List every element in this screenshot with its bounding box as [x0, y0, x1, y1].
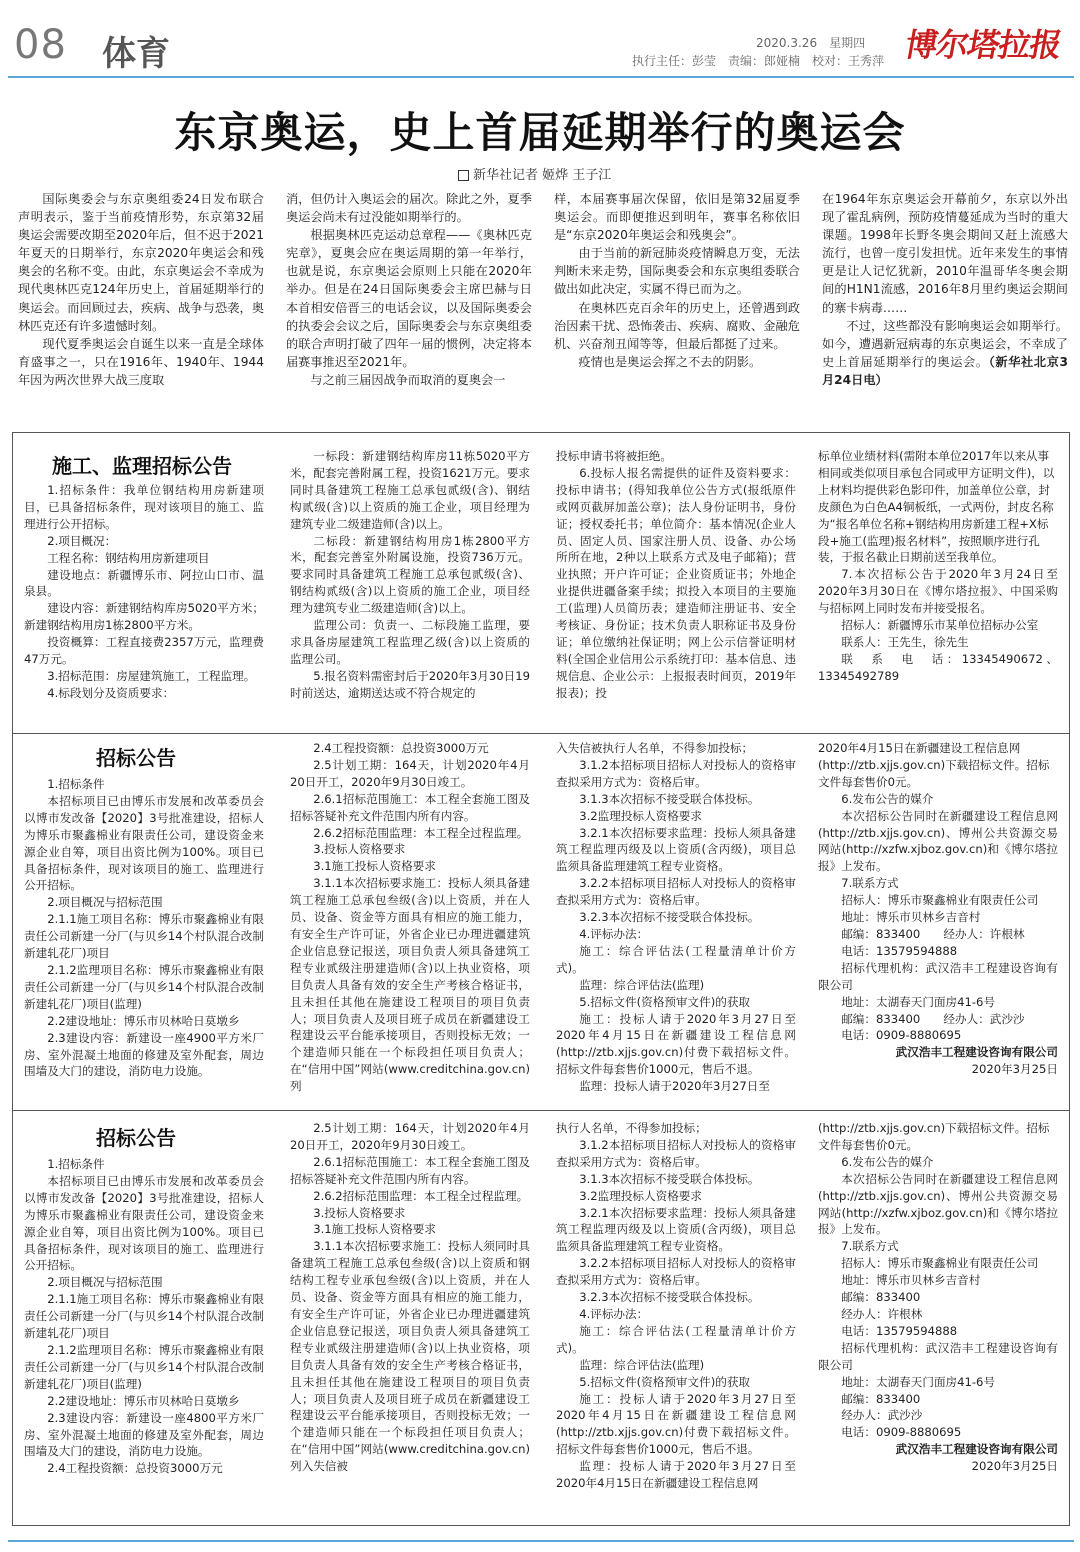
ad-paragraph: 1.招标条件	[47, 1157, 105, 1171]
ad3-column-2	[290, 1120, 530, 1518]
ad-paragraph: 电话：13579594888	[841, 943, 958, 958]
article-column-3	[554, 190, 800, 420]
ad-paragraph: 3.2监理投标人资格要求	[579, 1188, 702, 1203]
ad-paragraph: 3.1施工投标人资格要求	[313, 1222, 436, 1237]
ad-paragraph: 执行人名单，不得参加投标；	[556, 1121, 707, 1135]
ad-paragraph: 2.6.2招标范围监理：本工程全过程监理。	[313, 825, 529, 840]
page-number: 08	[14, 22, 67, 68]
ad-paragraph: 2.1.2监理项目名称：博乐市聚鑫棉业有限责任公司新建一分厂(与贝乡14个村队混合改制新建轧花厂)项目(监理)	[24, 1342, 264, 1391]
paragraph: 根据奥林匹克运动总章程——《奥林匹克宪章》，夏奥会应在奥运周期的第一年举行，也就是说，东京奥运会原则上只能在2020年举办。但是在24日国际奥委会主席巴赫与日本首相安倍晋三的电话会议，以及国际奥委会的执委会会议之后，国际奥委会与东京奥组委的联合声明打破了四年一届的惯例，决定将本届赛事推迟至2021年。	[286, 228, 532, 369]
ad-paragraph: 2.3建设内容：新建设一座4900平方米厂房、室外混凝土地面的修建及室外配套，周边围墙及大门的建设，消防电力设施。	[24, 1030, 264, 1079]
ad-paragraph: 邮编：833400	[841, 1290, 921, 1305]
ad-paragraph: 2.1.2监理项目名称：博乐市聚鑫棉业有限责任公司新建一分厂(与贝乡14个村队混合改制新建轧花厂)项目(监理)	[24, 962, 264, 1011]
ad-paragraph: 监理：投标人请于2020年3月27日至2020年4月15日在新疆建设工程信息网	[556, 1459, 796, 1491]
ad-sign-date: 2020年3月25日	[971, 1062, 1058, 1077]
ad-paragraph: 招标人：博乐市聚鑫棉业有限责任公司	[841, 1256, 1039, 1271]
footer-rule	[8, 1540, 1074, 1542]
ad1-column-4	[818, 448, 1058, 728]
ad-paragraph: 地址：太湖春天门面房41-6号	[841, 994, 996, 1009]
ad-paragraph: 4.标段划分及资质要求：	[47, 685, 175, 700]
paragraph	[822, 317, 1068, 389]
ad-paragraph: 施工：投标人请于2020年3月27日至2020年4月15日在新疆建设工程信息网(http://ztb.xjjs.gov.cn)付费下载招标文件。招标文件每套售价1000元，售后不退。	[556, 1011, 796, 1077]
ad-paragraph: 本次招标公告同时在新疆建设工程信息网(http://ztb.xjjs.gov.cn)、博州公共资源交易网站(http://xzfw.xjboz.gov.cn)和《博尔塔拉报》上发布。	[818, 808, 1058, 874]
paragraph: 国际奥委会与东京奥组委24日发布联合声明表示，鉴于当前疫情形势，东京第32届奥运会需要改期至2020年后，但不迟于2021年夏天的日期举行，东京2020年奥运会和残奥会的名称不变。由此，东京奥运会不幸成为现代奥林匹克124年历史上，首届延期举行的奥运会。而回顾过去，疾病、战争与恐袭，奥林匹克还有许多遗憾时刻。	[18, 192, 264, 333]
ad-paragraph: 监理：综合评估法(监理)	[579, 1357, 705, 1372]
ad1-column-3	[556, 448, 796, 728]
ad-title: 招标公告	[96, 746, 176, 770]
ad-paragraph: 本招标项目已由博乐市发展和改革委员会以博市发改备【2020】3号批准建设，招标人为博乐市聚鑫棉业有限责任公司，建设资金来源企业自筹，项目出资比例为100%。项目已具备招标条件，现对该项目的施工、监理进行公开招标。	[24, 793, 264, 893]
ad-paragraph: 电话：13579594888	[841, 1323, 958, 1338]
ad-paragraph: 监理：综合评估法(监理)	[579, 977, 705, 992]
header-rule	[8, 76, 1074, 78]
ad-paragraph: 2.2建设地址：博乐市贝林哈日莫墩乡	[47, 1013, 240, 1028]
ad-paragraph: 标单位业绩材料(需附本单位2017年以来从事相同或类似项目承包合同或甲方证明文件)，以上材料均提供彩色影印件，加盖单位公章，封皮颜色为白色A4铜板纸，一式两份，封皮名称为“报名单位名称+钢结构用房新建工程+X标段+施工(监理)报名材料”，按照顺序进行孔装，于报名截止日期前送至我单位。	[818, 449, 1055, 565]
ad-paragraph: 本次招标公告同时在新疆建设工程信息网(http://ztb.xjjs.gov.cn)、博州公共资源交易网站(http://xzfw.xjboz.gov.cn)和《博尔塔拉报》上发布。	[818, 1171, 1058, 1237]
ad-paragraph: 2.1.1施工项目名称：博乐市聚鑫棉业有限责任公司新建一分厂(与贝乡14个村队混合改制新建轧花厂)项目	[24, 1292, 264, 1341]
ad-paragraph: 3.2监理投标人资格要求	[579, 808, 702, 823]
ad-paragraph: 本招标项目已由博乐市发展和改革委员会以博市发改备【2020】3号批准建设，招标人为博乐市聚鑫棉业有限责任公司，建设资金来源企业自筹，项目出资比例为100%。项目已具备招标条件，现对该项目的施工、监理进行公开招标。	[24, 1173, 264, 1273]
ad-paragraph: 3.2.2本招标项目招标人对投标人的资格审查拟采用方式为：资格后审。	[556, 876, 796, 908]
ad-paragraph: 2.项目概况：	[47, 533, 117, 548]
ad1-column-2	[290, 448, 530, 728]
ad-paragraph: 3.1.2本招标项目招标人对投标人的资格审查拟采用方式为：资格后审。	[556, 1137, 796, 1169]
ad-paragraph: 工程名称：钢结构用房新建项目	[47, 550, 210, 565]
ad-paragraph: 建设地点：新疆博乐市、阿拉山口市、温泉县。	[24, 567, 264, 599]
ad-paragraph: 3.1施工投标人资格要求	[313, 859, 436, 874]
ad-paragraph: 投资概算：工程直接费2357万元，监理费47万元。	[24, 635, 264, 667]
ad-paragraph: 经办人：许根林	[841, 1306, 923, 1321]
ad-divider	[12, 1110, 1070, 1111]
ad3-column-4	[818, 1120, 1058, 1518]
paragraph: 样，本届赛事届次保留，依旧是第32届夏季奥运会。而即便推迟到明年，赛事名称依旧是“东京2020年奥运会和残奥会”。	[554, 192, 800, 243]
ad-paragraph: 邮编：833400 经办人：许根林	[841, 926, 1025, 941]
ad-sign-date: 2020年3月25日	[971, 1459, 1058, 1474]
article-byline	[458, 164, 611, 183]
ad-paragraph: 2.6.1招标范围施工：本工程全套施工图及招标答疑补充文件范围内所有内容。	[290, 791, 530, 823]
ad-paragraph: (http://ztb.xjjs.gov.cn)下载招标文件。招标文件每套售价0元。	[818, 1121, 1050, 1152]
ad2-column-3	[556, 740, 796, 1104]
ad-paragraph: 招标代理机构：武汉浩丰工程建设咨询有限公司	[818, 1340, 1058, 1372]
ad-paragraph: 5.招标文件(资格预审文件)的获取	[579, 1374, 751, 1389]
ad-paragraph: 3.招标范围：房屋建筑施工，工程监理。	[47, 668, 256, 683]
dateline: （新华社北京3月24日电）	[822, 354, 1068, 387]
ad-paragraph: 5.招标文件(资格预审文件)的获取	[579, 994, 751, 1009]
ad-paragraph: 3.1.1本次招标要求施工：投标人须具备建筑工程施工总承包叁级(含)以上资质，并在人员、设备、资金等方面具有相应的施工能力，有安全生产许可证，外省企业已办理进疆建筑企业信息登记报送，项目负责人须具备建筑工程专业贰级注册建造师(含)以上执业资格，项目负责人具备有效的安全生产考核合格证书，且未担任其他在施建设工程项目的项目负责人；项目负责人及项目班子成员在新疆建设工程建设云平台能承接项目，否则投标无效；一个建造师只能在一个标段担任项目负责人；在“信用中国”网站(www.creditchina.gov.cn)列	[290, 876, 530, 1094]
ad-paragraph: 邮编：833400 经办人：武沙沙	[841, 1011, 1025, 1026]
ad2-column-2	[290, 740, 530, 1104]
ad-paragraph: 1.招标条件	[47, 777, 105, 791]
ad-paragraph: 招标人：新疆博乐市某单位招标办公室	[841, 618, 1039, 633]
ad-paragraph: 2.5计划工期：164天，计划2020年4月20日开工，2020年9月30日竣工。	[290, 1121, 530, 1152]
ad-paragraph: 电话：0909-8880695	[841, 1425, 962, 1440]
ad-paragraph: 2.5计划工期：164天，计划2020年4月20日开工，2020年9月30日竣工。	[290, 757, 530, 789]
ad-paragraph: 施工：综合评估法(工程量清单计价方式)。	[556, 1323, 796, 1355]
ad-paragraph: 招标代理机构：武汉浩丰工程建设咨询有限公司	[818, 960, 1058, 992]
article-column-2	[286, 190, 532, 420]
ad-paragraph: 2.项目概况与招标范围	[47, 895, 163, 910]
ad-title: 招标公告	[96, 1126, 176, 1150]
paragraph: 疫情也是奥运会挥之不去的阴影。	[578, 354, 762, 369]
ad-paragraph: 3.2.1本次招标要求监理：投标人须具备建筑工程监理丙级及以上资质(含丙级)，项目总监须具备监理建筑工程专业资格。	[556, 825, 796, 874]
ad-paragraph: 6.发布公告的媒介	[841, 791, 934, 806]
paragraph: 由于当前的新冠肺炎疫情瞬息万变，无法判断未来走势，国际奥委会和东京奥组委联合做出如此决定，实属不得已而为之。	[554, 246, 800, 297]
ad-paragraph: 电话：0909-8880695	[841, 1028, 962, 1043]
ad-paragraph: 2.4工程投资额：总投资3000万元	[47, 1461, 223, 1476]
ad-paragraph: 2.2建设地址：博乐市贝林哈日莫墩乡	[47, 1393, 240, 1408]
byline-text: 新华社记者 姬烨 王子江	[473, 168, 612, 183]
ad3-column-3	[556, 1120, 796, 1518]
article-headline: 东京奥运，史上首届延期举行的奥运会	[174, 108, 906, 157]
ad-paragraph: 7.联系方式	[841, 1239, 899, 1254]
paragraph: 现代夏季奥运会自诞生以来一直是全球体育盛事之一，只在1916年、1940年、1944年因为两次世界大战三度取	[18, 336, 264, 387]
ad-paragraph: 地址：博乐市贝林乡吉音村	[841, 910, 981, 925]
ad-paragraph: 投标申请书将被拒绝。	[556, 449, 672, 463]
paragraph: 消，但仍计入奥运会的届次。除此之外，夏季奥运会尚未有过没能如期举行的。	[286, 192, 532, 225]
ad-paragraph: 3.1.3本次招标不接受联合体投标。	[579, 1171, 760, 1186]
ad2-column-1	[24, 776, 264, 1104]
ad2-column-4	[818, 740, 1058, 1104]
ad-title: 施工、监理招标公告	[52, 454, 232, 478]
article-column-4	[822, 190, 1068, 420]
ad-paragraph: 2.6.1招标范围施工：本工程全套施工图及招标答疑补充文件范围内所有内容。	[290, 1154, 530, 1186]
ad-paragraph: 施工：综合评估法(工程量清单计价方式)。	[556, 943, 796, 975]
ad-paragraph: 2.1.1施工项目名称：博乐市聚鑫棉业有限责任公司新建一分厂(与贝乡14个村队混合改制新建轧花厂)项目	[24, 912, 264, 961]
ad1-column-1	[24, 482, 264, 728]
section-name: 体育	[102, 34, 170, 74]
ad-paragraph: 5.报名资料需密封后于2020年3月30日19时前送达，逾期送达或不符合规定的	[290, 668, 530, 700]
paragraph: 与之前三届因战争而取消的夏奥会一	[310, 372, 506, 387]
editor-credits: 执行主任：彭莹 责编：郎娅楠 校对：王秀萍	[632, 54, 885, 68]
article-column-1	[18, 190, 264, 420]
ad-signer: 武汉浩丰工程建设咨询有限公司	[895, 1442, 1058, 1457]
ad-paragraph: 6.投标人报名需提供的证件及资料要求：投标申请书；(得知我单位公告方式(报纸原件或网页截屏加盖公章)；法人身份证明书，身份证；授权委托书；单位简介：基本情况(企业人员、固定人员、国家注册人员、设备、办公场所所在地，2种以上联系方式及电子邮箱)；营业执照；开户许可证；企业资质证书；外地企业提供进疆备案手续；拟投入本项目的主要施工(监理)人员简历表；建造师注册证书、安全考核证、身份证；技术负责人职称证书及身份证；单位缴纳社保证明；网上公示信誉证明材料(全国企业信用公示系统打印：基本信息、违规信息、企业公示：上报报表时间页，2019年报表)；投	[556, 465, 796, 700]
paragraph: 在奥林匹克百余年的历史上，还曾遇到政治因素干扰、恐怖袭击、疾病、腐败、金融危机、兴奋剂丑闻等等，但最后都挺了过来。	[554, 300, 800, 351]
ad-paragraph: 7.联系方式	[841, 876, 899, 891]
ad-paragraph: 3.2.3本次招标不接受联合体投标。	[579, 910, 760, 925]
ad-paragraph: 监理：投标人请于2020年3月27日至	[579, 1079, 770, 1094]
ad-paragraph: 3.1.3本次招标不接受联合体投标。	[579, 791, 760, 806]
paragraph: 在1964年东京奥运会开幕前夕，东京以外出现了霍乱病例，预防疫情蔓延成为当时的重大课题。1998年长野冬奥会期间又赶上流感大流行，也曾一度引发担忧。近年来发生的事情更是让人记忆犹新，2010年温哥华冬奥会期间的H1N1流感，2016年8月里约奥运会期间的寨卡病毒……	[822, 192, 1068, 315]
paragraph-text: 不过，这些都没有影响奥运会如期举行。如今，遭遇新冠病毒的东京奥运会，不幸成了史上首届延期举行的奥运会。	[822, 318, 1068, 369]
ad3-column-1	[24, 1156, 264, 1506]
page-header	[0, 0, 1080, 78]
ad-paragraph: 邮编：833400	[841, 1391, 921, 1406]
ad-paragraph: 联系人：王先生，徐先生	[841, 634, 969, 649]
newspaper-logo: 博尔塔拉报	[902, 26, 1065, 64]
ad-paragraph: 地址：太湖春天门面房41-6号	[841, 1374, 996, 1389]
ad-paragraph: 监理公司：负责一、二标段施工监理，要求具备房屋建筑工程监理乙级(含)以上资质的监理公司。	[290, 618, 530, 666]
ad-paragraph: 1.招标条件：我单位钢结构用房新建项目，已具备招标条件，现对该项目的施工、监理进行公开招标。	[24, 483, 264, 531]
ad-paragraph: 4.评标办法：	[579, 926, 649, 941]
ad-paragraph: 3.2.1本次招标要求监理：投标人须具备建筑工程监理丙级及以上资质(含丙级)，项目总监须具备监理建筑工程专业资格。	[556, 1205, 796, 1254]
ad-paragraph: 2.3建设内容：新建设一座4800平方米厂房、室外混凝土地面的修建及室外配套，周边围墙及大门的建设，消防电力设施。	[24, 1410, 264, 1459]
ad-paragraph: 经办人：武沙沙	[841, 1408, 923, 1423]
ad-paragraph: 建设内容：新建钢结构库房5020平方米；新建钢结构用房1栋2800平方米。	[24, 601, 264, 633]
ad-paragraph: 3.2.2本招标项目招标人对投标人的资格审查拟采用方式为：资格后审。	[556, 1256, 796, 1288]
ad-paragraph: 3.2.3本次招标不接受联合体投标。	[579, 1290, 760, 1305]
ad-paragraph: 2.4工程投资额：总投资3000万元	[313, 741, 489, 755]
ad-paragraph: 2020年4月15日在新疆建设工程信息网(http://ztb.xjjs.gov.cn)下载招标文件。招标文件每套售价0元。	[818, 741, 1050, 789]
ad-paragraph: 入失信被执行人名单，不得参加投标；	[556, 741, 754, 755]
ad-paragraph: 6.发布公告的媒介	[841, 1154, 934, 1169]
ad-paragraph: 7.本次招标公告于2020年3月24日至2020年3月30日在《博尔塔拉报》、中国采购与招标网上同时发布并接受报名。	[818, 567, 1058, 616]
ad-paragraph: 3.投标人资格要求	[313, 842, 406, 857]
ad-paragraph: 招标人：博乐市聚鑫棉业有限责任公司	[841, 893, 1039, 908]
issue-date: 2020.3.26 星期四	[756, 36, 866, 50]
ad-signer: 武汉浩丰工程建设咨询有限公司	[895, 1045, 1058, 1060]
ad-paragraph: 3.1.2本招标项目招标人对投标人的资格审查拟采用方式为：资格后审。	[556, 757, 796, 789]
ad-paragraph: 2.6.2招标范围监理：本工程全过程监理。	[313, 1188, 529, 1203]
ad-paragraph: 一标段：新建钢结构库房11栋5020平方米，配套完善附属工程，投资1621万元。要求同时具备建筑工程施工总承包贰级(含)、钢结构贰级(含)以上资质的施工企业，项目经理为建筑专业二级建造师(含)以上。	[290, 449, 530, 531]
ad-paragraph: 3.1.1本次招标要求施工：投标人须同时具备建筑工程施工总承包叁级(含)以上资质和钢结构工程专业承包叁级(含)以上资质，并在人员、设备、资金等方面具有相应的施工能力，有安全生产许可证，外省企业已办理进疆建筑企业信息登记报送，项目负责人须具备建筑工程专业贰级注册建造师(含)以上执业资格，项目负责人具备有效的安全生产考核合格证书，且未担任其他在施建设工程项目的项目负责人；项目负责人及项目班子成员在新疆建设工程建设云平台能承接项目，否则投标无效；一个建造师只能在一个标段担任项目负责人；在“信用中国”网站(www.creditchina.gov.cn)列入失信被	[290, 1239, 530, 1474]
byline-box-icon	[458, 170, 469, 181]
ad-paragraph: 二标段：新建钢结构用房1栋2800平方米，配套完善室外附属设施，投资736万元。要求同时具备建筑工程施工总承包贰级(含)、钢结构贰级(含)以上资质的施工企业，项目经理为建筑专业二级建造师(含)以上。	[290, 533, 530, 616]
ad-divider	[12, 733, 1070, 734]
ad-paragraph: 2.项目概况与招标范围	[47, 1275, 163, 1290]
ad-paragraph: 联 系 电 话：13345490672、13345492789	[818, 651, 1058, 683]
ad-paragraph: 3.投标人资格要求	[313, 1205, 406, 1220]
ad-paragraph: 地址：博乐市贝林乡吉音村	[841, 1273, 981, 1288]
ad-paragraph: 施工：投标人请于2020年3月27日至2020年4月15日在新疆建设工程信息网(http://ztb.xjjs.gov.cn)付费下载招标文件。招标文件每套售价1000元，售后不退。	[556, 1391, 796, 1457]
ad-paragraph: 4.评标办法：	[579, 1306, 649, 1321]
